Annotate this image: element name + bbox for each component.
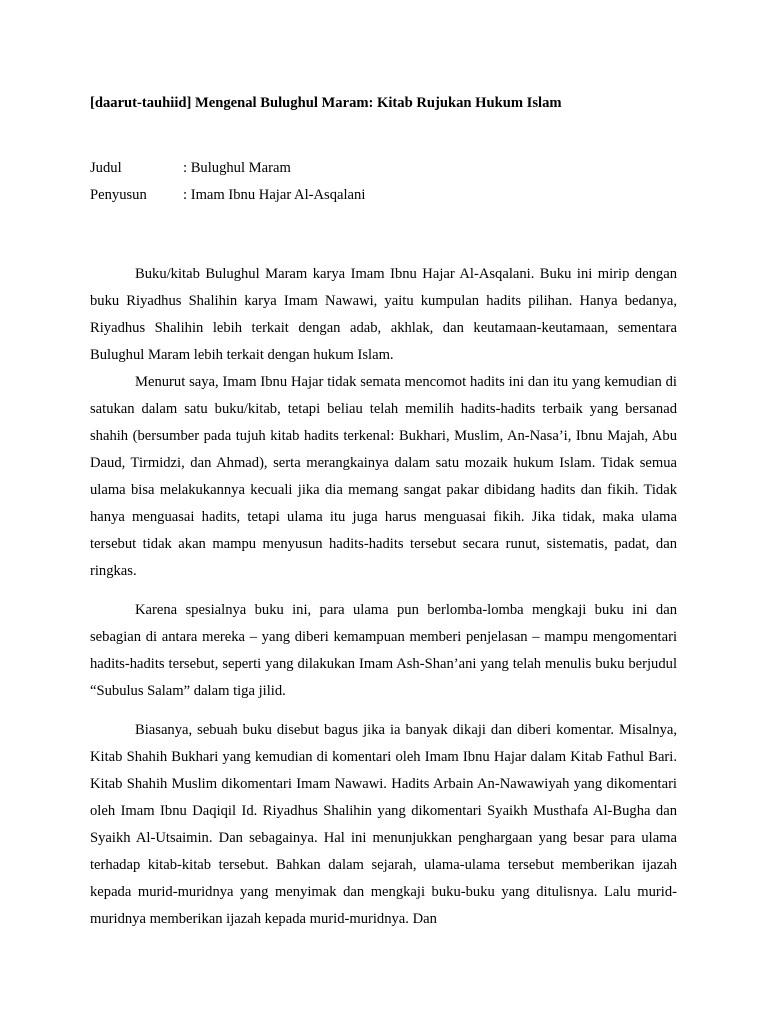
meta-label-penyusun: Penyusun xyxy=(90,187,147,203)
meta-value-penyusun: : Imam Ibnu Hajar Al-Asqalani xyxy=(183,187,366,203)
document-title: [daarut-tauhiid] Mengenal Bulughul Maram: Kitab Rujukan Hukum Islam xyxy=(90,95,562,111)
meta-value-judul: : Bulughul Maram xyxy=(183,160,291,176)
paragraph-4: Biasanya, sebuah buku disebut bagus jika ia banyak dikaji dan diberi komentar. Misalnya, Kitab Shahih Bukhari yang kemudian di komentari oleh Imam Ibnu Hajar dalam Kitab Fathul Bari. Kitab Shahih Muslim dikomentari Imam Nawawi. Hadits Arbain An-Nawawiyah yang dikomentari oleh Imam Ibnu Daqiqil Id. Riyadhus Shalihin yang dikomentari Syaikh Musthafa Al-Bugha dan Syaikh Al-Utsaimin. Dan sebagainya. Hal ini menunjukkan penghargaan yang besar para ulama terhadap kitab-kitab tersebut. Bahkan dalam sejarah, ulama-ulama tersebut memberikan ijazah kepada murid-muridnya yang menyimak dan mengkaji buku-buku yang ditulisnya. Lalu murid-muridnya memberikan ijazah kepada murid-muridnya. Dan xyxy=(90,722,677,927)
meta-label-judul: Judul xyxy=(90,160,122,176)
paragraph-3: Karena spesialnya buku ini, para ulama pun berlomba-lomba mengkaji buku ini dan sebagian di antara mereka – yang diberi kemampuan memberi penjelasan – mampu mengomentari hadits-hadits tersebut, seperti yang dilakukan Imam Ash-Shan’ani yang telah menulis buku berjudul “Subulus Salam” dalam tiga jilid. xyxy=(90,602,677,699)
paragraph-1: Buku/kitab Bulughul Maram karya Imam Ibnu Hajar Al-Asqalani. Buku ini mirip dengan buku Riyadhus Shalihin karya Imam Nawawi, yaitu kumpulan hadits pilihan. Hanya bedanya, Riyadhus Shalihin lebih terkait dengan adab, akhlak, dan keutamaan-keutamaan, sementara Bulughul Maram lebih terkait dengan hukum Islam. xyxy=(90,266,677,363)
paragraph-2: Menurut saya, Imam Ibnu Hajar tidak semata mencomot hadits ini dan itu yang kemudian di satukan dalam satu buku/kitab, tetapi beliau telah memilih hadits-hadits terbaik yang bersanad shahih (bersumber pada tujuh kitab hadits terkenal: Bukhari, Muslim, An-Nasa’i, Ibnu Majah, Abu Daud, Tirmidzi, dan Ahmad), serta merangkainya dalam satu mozaik hukum Islam. Tidak semua ulama bisa melakukannya kecuali jika dia memang sangat pakar dibidang hadits dan fikih. Tidak hanya menguasai hadits, tetapi ulama itu juga harus menguasai fikih. Jika tidak, maka ulama tersebut tidak akan mampu menyusun hadits-hadits tersebut secara runut, sistematis, padat, dan ringkas. xyxy=(90,374,677,579)
document-body xyxy=(90,261,677,933)
